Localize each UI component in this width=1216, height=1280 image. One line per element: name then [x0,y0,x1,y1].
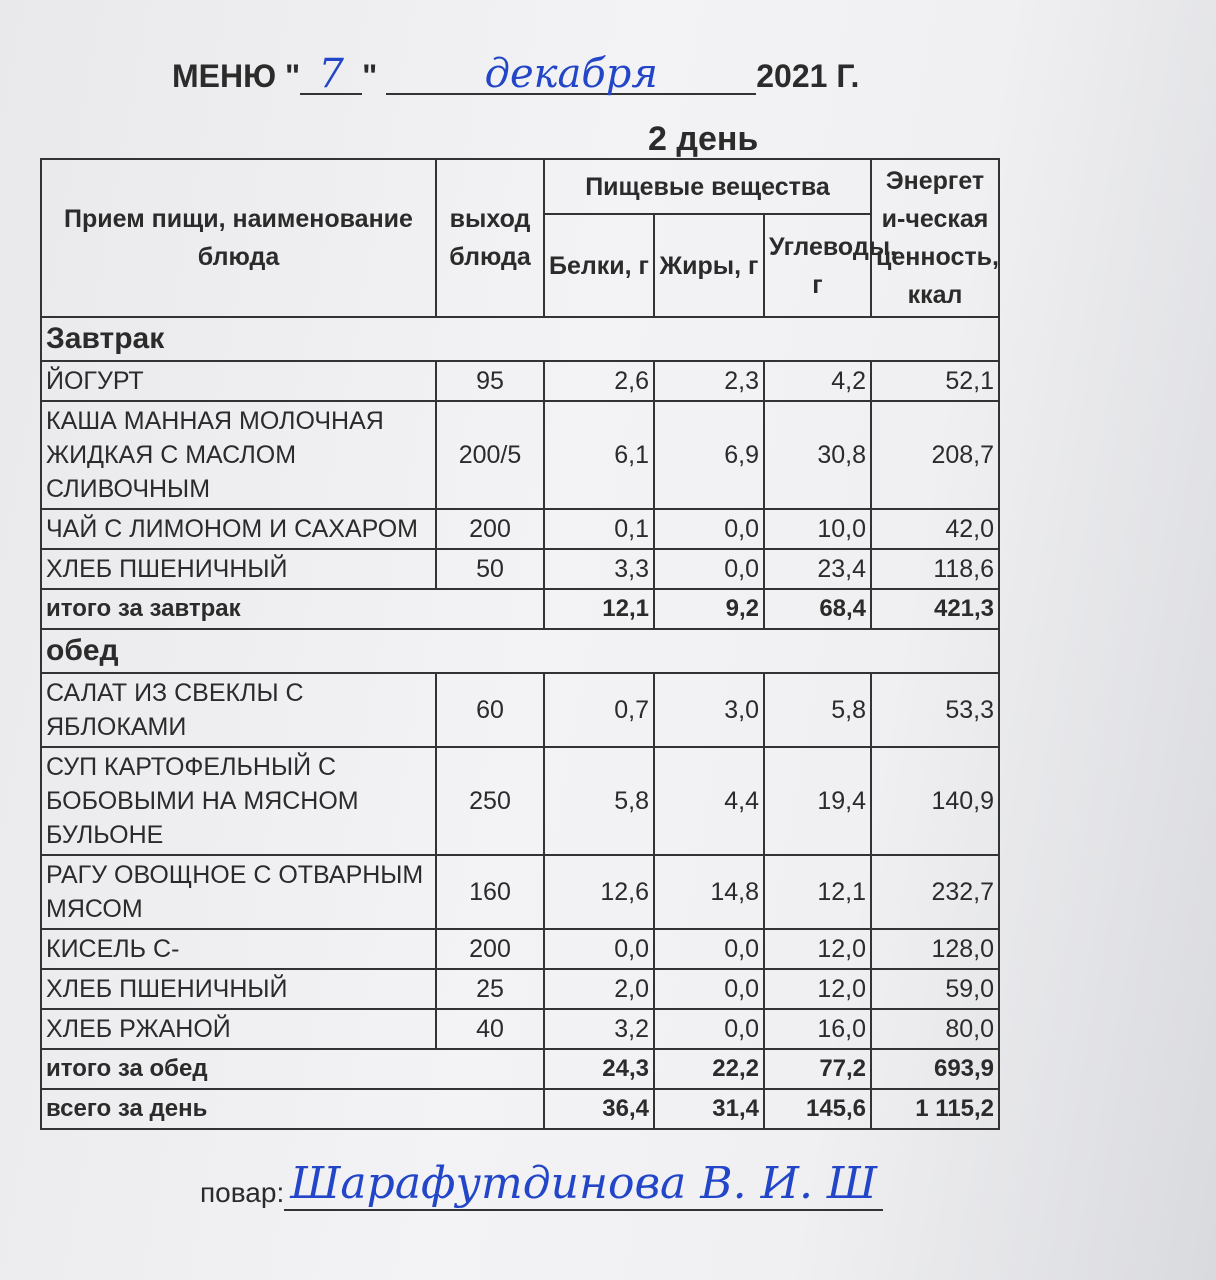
section-lunch [41,629,999,673]
day-blank [300,51,362,97]
dish-protein: 5,8 [544,747,654,855]
dish-energy: 140,9 [871,747,999,855]
col-nutrients: Пищевые вещества [544,159,871,214]
total-fat: 31,4 [654,1089,764,1129]
total-protein: 24,3 [544,1049,654,1089]
dish-fat: 2,3 [654,361,764,401]
col-protein: Белки, г [544,214,654,317]
col-energy: Энергет и-ческая ценность, ккал [871,159,999,317]
dish-name: ХЛЕБ ПШЕНИЧНЫЙ [41,969,436,1009]
dish-name: ЙОГУРТ [41,361,436,401]
dish-carbs: 12,1 [764,855,871,929]
dish-energy: 232,7 [871,855,999,929]
total-carbs: 145,6 [764,1089,871,1129]
total-yield-empty [436,1049,544,1089]
dish-yield: 50 [436,549,544,589]
total-yield-empty [436,1089,544,1129]
dish-energy: 208,7 [871,401,999,509]
total-protein: 36,4 [544,1089,654,1129]
table-row [41,969,999,1009]
dish-protein: 3,2 [544,1009,654,1049]
dish-yield: 95 [436,361,544,401]
dish-name: КАША МАННАЯ МОЛОЧНАЯ ЖИДКАЯ С МАСЛОМ СЛИВОЧНЫМ [41,401,436,509]
total-protein: 12,1 [544,589,654,629]
dish-energy: 42,0 [871,509,999,549]
total-energy: 1 115,2 [871,1089,999,1129]
day-number: 2 день [648,120,759,158]
dish-name: РАГУ ОВОЩНОЕ С ОТВАРНЫМ МЯСОМ [41,855,436,929]
dish-name: КИСЕЛЬ С- [41,929,436,969]
table-row [41,401,999,509]
dish-yield: 40 [436,1009,544,1049]
dish-protein: 0,0 [544,929,654,969]
dish-name: ЧАЙ С ЛИМОНОМ И САХАРОМ [41,509,436,549]
section-breakfast [41,317,999,361]
header-row [41,159,999,214]
table-row [41,673,999,747]
section-title: Завтрак [41,317,999,361]
total-yield-empty [436,589,544,629]
dish-energy: 53,3 [871,673,999,747]
handwritten-month: декабря [484,51,658,97]
dish-carbs: 19,4 [764,747,871,855]
total-carbs: 77,2 [764,1049,871,1089]
dish-fat: 0,0 [654,929,764,969]
dish-yield: 250 [436,747,544,855]
table-row [41,747,999,855]
dish-carbs: 23,4 [764,549,871,589]
dish-yield: 200 [436,509,544,549]
dish-fat: 14,8 [654,855,764,929]
dish-fat: 0,0 [654,969,764,1009]
section-title: обед [41,629,999,673]
dish-energy: 118,6 [871,549,999,589]
dish-carbs: 16,0 [764,1009,871,1049]
dish-fat: 0,0 [654,1009,764,1049]
dish-yield: 200/5 [436,401,544,509]
dish-carbs: 4,2 [764,361,871,401]
handwritten-day: 7 [318,51,344,97]
dish-protein: 2,0 [544,969,654,1009]
cook-label: повар: [200,1177,285,1208]
total-fat: 9,2 [654,589,764,629]
dish-name: ХЛЕБ РЖАНОЙ [41,1009,436,1049]
total-carbs: 68,4 [764,589,871,629]
menu-title [172,51,860,97]
dish-energy: 128,0 [871,929,999,969]
table-row [41,1009,999,1049]
dish-carbs: 30,8 [764,401,871,509]
dish-yield: 160 [436,855,544,929]
dish-yield: 25 [436,969,544,1009]
dish-energy: 80,0 [871,1009,999,1049]
table-row [41,361,999,401]
dish-name: САЛАТ ИЗ СВЕКЛЫ С ЯБЛОКАМИ [41,673,436,747]
col-meal: Прием пищи, наименование блюда [41,159,436,317]
month-blank [386,51,756,97]
table-row [41,929,999,969]
dish-name: СУП КАРТОФЕЛЬНЫЙ С БОБОВЫМИ НА МЯСНОМ БУЛЬОНЕ [41,747,436,855]
dish-name: ХЛЕБ ПШЕНИЧНЫЙ [41,549,436,589]
dish-yield: 200 [436,929,544,969]
dish-protein: 6,1 [544,401,654,509]
dish-carbs: 10,0 [764,509,871,549]
dish-protein: 2,6 [544,361,654,401]
title-year: 2021 Г. [756,58,860,94]
dish-fat: 3,0 [654,673,764,747]
day-total-row [41,1089,999,1129]
cook-signature: Шарафутдинова В. И. Ш [284,1158,883,1211]
total-label: итого за обед [41,1049,436,1089]
dish-fat: 4,4 [654,747,764,855]
total-fat: 22,2 [654,1049,764,1089]
dish-protein: 0,1 [544,509,654,549]
dish-carbs: 5,8 [764,673,871,747]
table-row [41,855,999,929]
dish-fat: 0,0 [654,509,764,549]
cook-signature-line [200,1158,883,1215]
menu-table [40,158,1000,1130]
lunch-total-row [41,1049,999,1089]
total-energy: 693,9 [871,1049,999,1089]
title-prefix: МЕНЮ " [172,58,301,94]
total-energy: 421,3 [871,589,999,629]
dish-energy: 59,0 [871,969,999,1009]
dish-fat: 0,0 [654,549,764,589]
dish-carbs: 12,0 [764,929,871,969]
breakfast-total-row [41,589,999,629]
dish-carbs: 12,0 [764,969,871,1009]
table-row [41,509,999,549]
title-quote: " [362,58,378,94]
total-label: всего за день [41,1089,436,1129]
col-carbs: Углеводы, г [764,214,871,317]
dish-protein: 12,6 [544,855,654,929]
col-yield: выход блюда [436,159,544,317]
dish-protein: 3,3 [544,549,654,589]
dish-yield: 60 [436,673,544,747]
total-label: итого за завтрак [41,589,436,629]
dish-protein: 0,7 [544,673,654,747]
dish-fat: 6,9 [654,401,764,509]
dish-energy: 52,1 [871,361,999,401]
col-fat: Жиры, г [654,214,764,317]
table-row [41,549,999,589]
